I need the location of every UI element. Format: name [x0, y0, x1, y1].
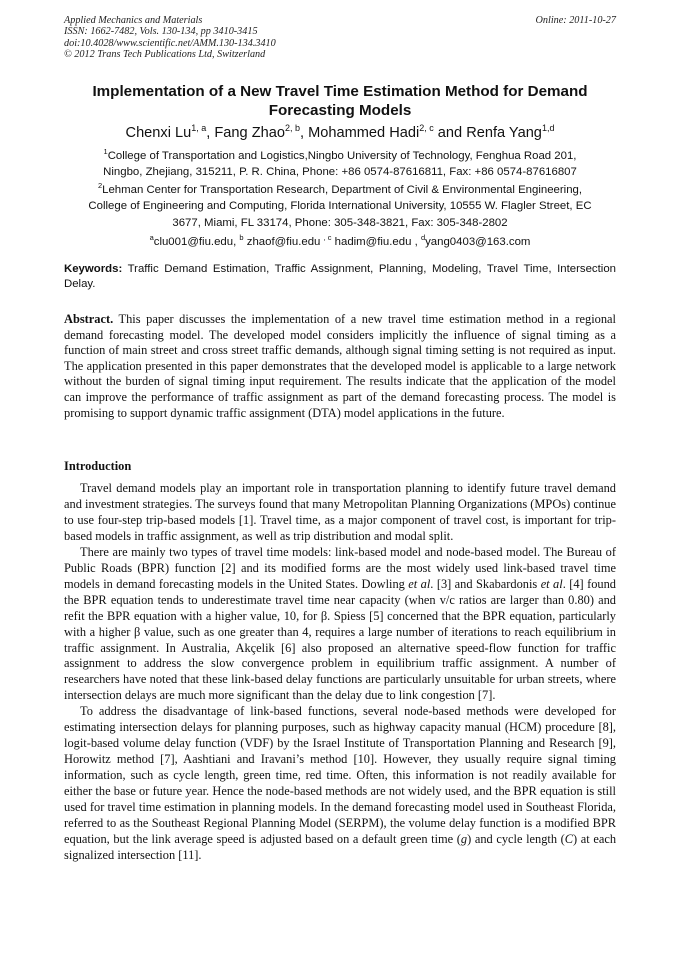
email-list [64, 234, 616, 250]
abstract [64, 312, 616, 421]
author-list [64, 123, 616, 143]
author-3-marker: 2, c [419, 123, 434, 133]
title-line-1: Implementation of a New Travel Time Estimation Method for Demand [92, 83, 588, 100]
introduction-body [64, 481, 616, 864]
online-date: Online: 2011-10-27 [535, 15, 616, 26]
author-2-marker: 2, b [284, 123, 300, 133]
paragraph-2-etal-2: et al [540, 576, 563, 591]
email-2-marker: b [239, 233, 244, 242]
affiliation-1-text-1: College of Transportation and Logistics,Ningbo University of Technology, Fenghua Road 201, [107, 150, 577, 162]
affiliation-1-line-1 [64, 148, 616, 164]
author-1: Chenxi Lu [125, 125, 192, 141]
affiliation-1 [64, 148, 616, 181]
journal-header [64, 15, 616, 61]
email-4: yang0403@163.com [425, 236, 531, 248]
affiliation-1-marker: 1 [103, 147, 108, 156]
affiliation-2-line-2: College of Engineering and Computing, Florida International University, 10555 W. Flagler Street, EC [88, 200, 592, 213]
paragraph-3 [64, 704, 616, 864]
author-4: and Renfa Yang [433, 125, 542, 141]
email-4-marker: d [420, 233, 426, 242]
paragraph-3-text-b: ) and cycle length ( [467, 831, 565, 846]
email-1-marker: a [149, 233, 154, 242]
paragraph-2-text-a: There are mainly two types of travel time models: link-based model and node-based model. The Bureau of Public Roads (BPR) function [2] and its modified forms are the most widely used link-based travel time models in demand forecasting models in the United States. Dowling [64, 544, 616, 591]
affiliation-2-line-1 [64, 182, 616, 198]
affiliation-2 [64, 182, 616, 231]
paragraph-1: Travel demand models play an important role in transportation planning to identify future travel demand and investment strategies. The surveys found that many Metropolitan Planning Organizations (MPOs) continue to use four-step trip-based models [1]. Travel time, as a major component of travel cost, is important for trip-based models in traffic assignment, as well as trip distribution and modal split. [64, 481, 616, 543]
abstract-label: Abstract. [64, 312, 114, 326]
title-line-2: Forecasting Models [268, 102, 412, 119]
keywords [64, 262, 616, 291]
journal-name: Applied Mechanics and Materials [64, 15, 203, 26]
paragraph-2-text-b: . [3] and Skabardonis [430, 576, 541, 591]
paragraph-3-green-time-symbol: g [460, 831, 468, 846]
section-heading-introduction: Introduction [64, 459, 132, 473]
doi-line: doi:10.4028/www.scientific.net/AMM.130-134.3410 [64, 37, 276, 49]
author-2: , Fang Zhao [206, 125, 285, 141]
author-4-marker: 1,d [541, 123, 555, 133]
keywords-label: Keywords: [64, 263, 123, 275]
email-2: zhaof@fiu.edu [243, 236, 324, 248]
issn-line: ISSN: 1662-7482, Vols. 130-134, pp 3410-3415 [64, 26, 258, 38]
paragraph-3-cycle-length-symbol: C [564, 831, 574, 846]
email-3: hadim@fiu.edu , [331, 236, 421, 248]
paragraph-3-text-c: ) at each signalized intersection [11]. [64, 831, 617, 862]
paragraph-2 [64, 545, 616, 705]
affiliation-1-line-2: Ningbo, Zhejiang, 315211, P. R. China, Phone: +86 0574-87616811, Fax: +86 0574-87616807 [103, 166, 577, 179]
keywords-text: Traffic Demand Estimation, Traffic Assignment, Planning, Modeling, Travel Time, Intersection Delay. [64, 263, 616, 290]
affiliation-2-marker: 2 [97, 181, 103, 190]
paragraph-3-text-a: To address the disadvantage of link-based functions, several node-based methods were developed for estimating intersection delays for planning purposes, such as highway capacity manual (HCM) procedure [8], logit-based volume delay function (VDF) by the Israel Institute of Transportation Planning and Research [9], Horowitz method [7], Aashtiani and Iravani’s method [10]. However, they usually require signal timing information, such as cycle length, green time, red time. Often, this information is not readily available for either the base or future year. Hence the node-based methods are not widely used, and the BPR equation is still used for travel time estimation in planning models. In the demand forecasting model used in Southeast Florida, referred to as the Southeast Regional Planning Model (SERPM), the volume delay function is a modified BPR equation, but the link average speed is adjusted based on a default green time ( [64, 704, 616, 846]
abstract-text: This paper discusses the implementation of a new travel time estimation method in a regional demand forecasting model. The developed model considers implicitly the influence of signal timing as a function of main street and cross street traffic demands, although signal timing setting is not required as input. The application presented in this paper demonstrates that the developed model is applicable to a large network without the burden of signal timing input requirement. The results indicate that the application of the model can improve the performance of traffic assignment as part of the demand forecasting process. The model is promising to support dynamic traffic assignment (DTA) model applications in the future. [64, 312, 616, 420]
paragraph-2-text-c: . [4] found the BPR equation tends to underestimate travel time near capacity (when v/c ratios are larger than 0.80) and refit the BPR equation with a higher value, 10, for β. Spiess [5] concerned that the BPR equation, particularly with a higher β value, such as one greater than 4, requires a large number of iterations to reach equilibrium in traffic assignment. In Australia, Akçelik [6] also proposed an alternative speed-flow function for traffic assignment to address the slow convergence problem in equilibrium traffic assignment. A number of researchers have noted that these link-based delay functions are particularly unsuitable for urban streets, where intersection delays are much more significant than the delay due to link congestion [7]. [64, 576, 617, 703]
paragraph-2-etal-1: et al [408, 576, 431, 591]
email-3-marker: , c [323, 233, 332, 242]
affiliation-2-line-3: 3677, Miami, FL 33174, Phone: 305-348-3821, Fax: 305-348-2802 [172, 216, 508, 229]
author-3: , Mohammed Hadi [299, 125, 420, 141]
paper-title [64, 82, 616, 120]
affiliation-2-text-1: Lehman Center for Transportation Research, Department of Civil & Environmental Engineering, [102, 184, 583, 196]
email-1: clu001@fiu.edu, [153, 236, 240, 248]
author-1-marker: 1, a [191, 123, 207, 133]
copyright-line: © 2012 Trans Tech Publications Ltd, Switzerland [64, 49, 266, 61]
